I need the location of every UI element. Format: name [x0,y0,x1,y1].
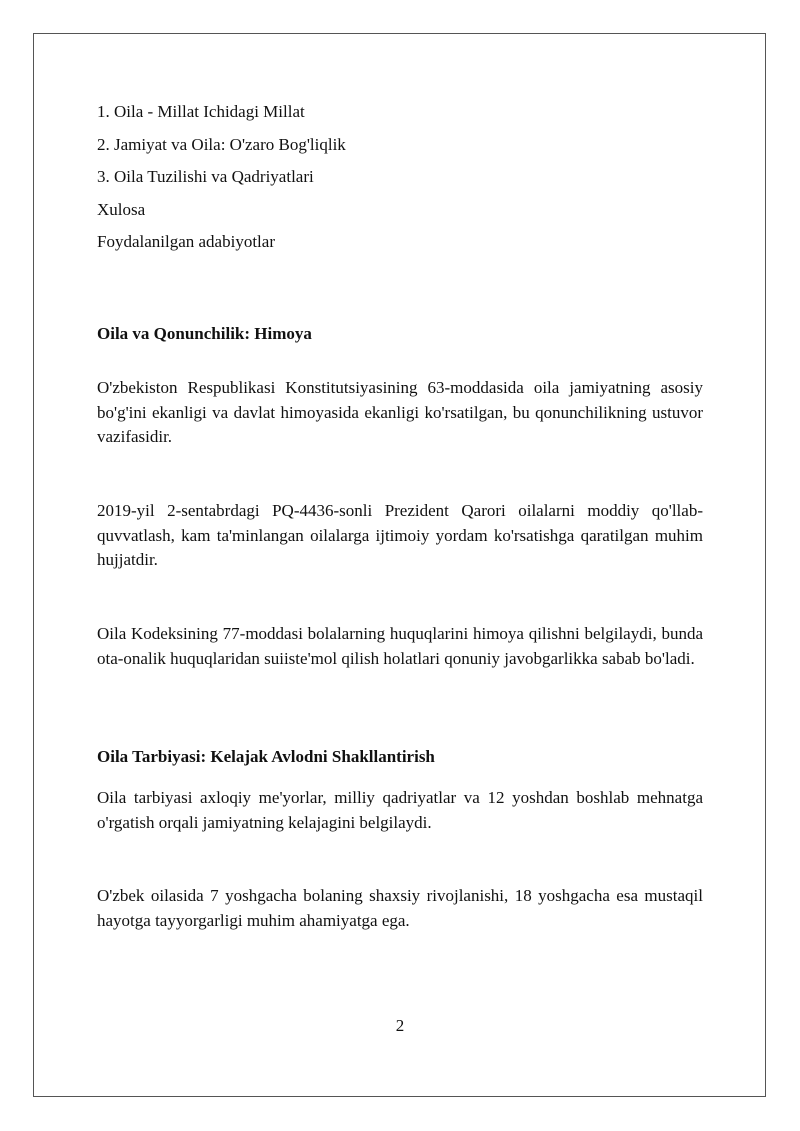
paragraph-family-code: Oila Kodeksining 77-moddasi bolalarning huquqlarini himoya qilishni belgilaydi, bunda ota-onalik huquqlaridan suiiste'mol qilish holatlari qonuniy javobgarlikka sabab bo'ladi. [97,624,703,668]
paragraph-development-ages: O'zbek oilasida 7 yoshgacha bolaning shaxsiy rivojlanishi, 18 yoshgacha esa mustaqil hayotga tayyorgarligi muhim ahamiyatga ega. [97,886,703,930]
page-number: 2 [395,1016,405,1035]
toc-item-conclusion: Xulosa [97,199,146,219]
section-heading-legislation: Oila va Qonunchilik: Himoya [97,324,312,343]
toc-item-references: Foydalanilgan adabiyotlar [97,232,275,251]
toc-item-3: 3. Oila Tuzilishi va Qadriyatlari [97,167,314,186]
table-of-contents [97,96,707,259]
paragraph-presidential-decree: 2019-yil 2-sentabrdagi PQ-4436-sonli Prezident Qarori oilalarni moddiy qo'llab-quvvatlash, kam ta'minlangan oilalarga ijtimoiy yordam ko'rsatishga qaratilgan muhim hujjatdir. [97,501,703,569]
toc-item-1: 1. Oila - Millat Ichidagi Millat [97,102,305,121]
section-heading-upbringing: Oila Tarbiyasi: Kelajak Avlodni Shakllantirish [97,747,435,766]
paragraph-constitution: O'zbekiston Respublikasi Konstitutsiyasining 63-moddasida oila jamiyatning asosiy bo'g'ini ekanligi va davlat himoyasida ekanligi ko'rsatilgan, bu qonunchilikning ustuvor vazifasidir. [97,378,703,446]
paragraph-upbringing-values: Oila tarbiyasi axloqiy me'yorlar, milliy qadriyatlar va 12 yoshdan boshlab mehnatga o'rgatish orqali jamiyatning kelajagini belgilaydi. [97,788,703,832]
toc-item-2: 2. Jamiyat va Oila: O'zaro Bog'liqlik [97,134,346,154]
